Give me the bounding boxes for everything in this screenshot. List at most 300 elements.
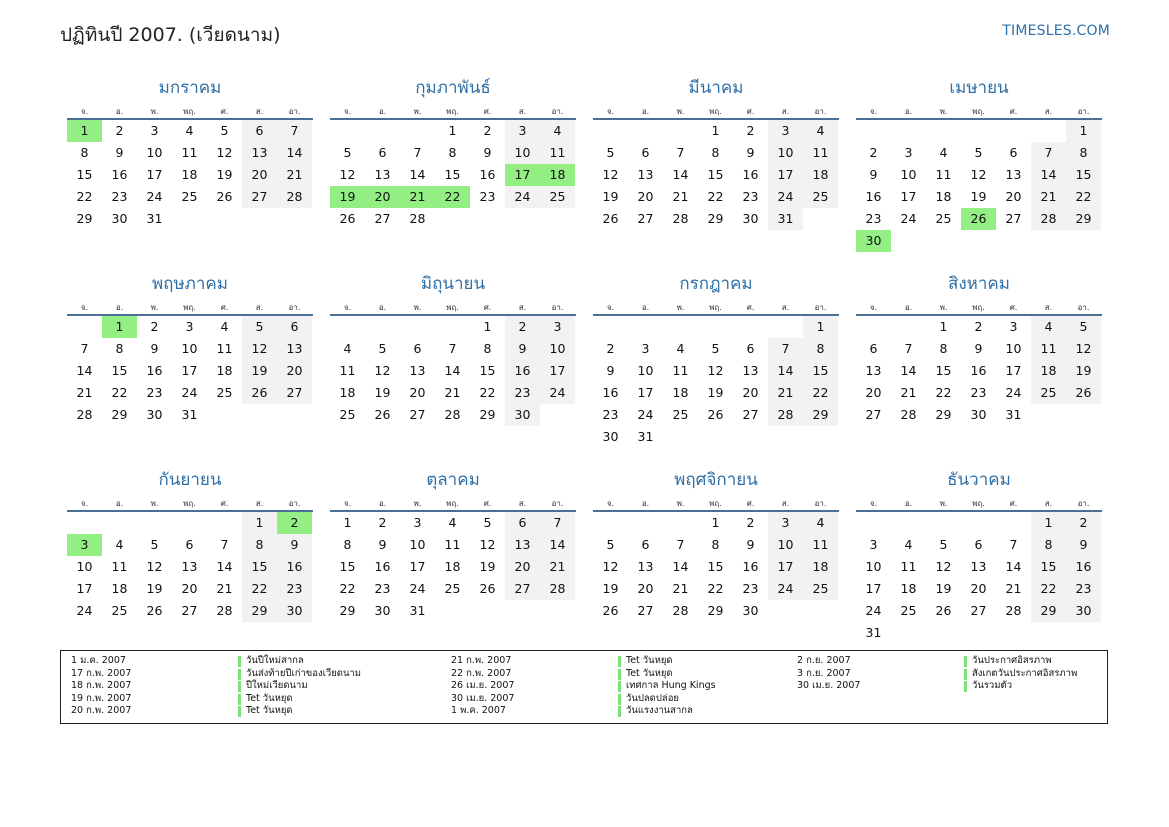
- day-cell: 16: [479, 167, 496, 182]
- day-cell: 8: [80, 145, 89, 160]
- day-cell: 12: [216, 145, 233, 160]
- day-cell: 15: [479, 363, 496, 378]
- holiday-date: 1 ม.ค. 2007: [71, 655, 126, 666]
- weekday-label: ศ.: [483, 107, 492, 116]
- day-cell: 11: [935, 167, 952, 182]
- day-cell: 30: [970, 407, 987, 422]
- weekday-label: จ.: [80, 303, 89, 312]
- day-cell: 11: [444, 537, 461, 552]
- day-cell: 9: [974, 341, 983, 356]
- holiday-date: 2 ก.ย. 2007: [797, 655, 851, 666]
- day-cell: 21: [1005, 581, 1022, 596]
- day-cell: 24: [768, 186, 803, 208]
- day-cell: 21: [216, 581, 233, 596]
- day-cell: 26: [707, 407, 724, 422]
- month-calendar: [593, 462, 839, 652]
- day-cell: 10: [540, 338, 575, 360]
- day-cell: 28: [672, 211, 689, 226]
- holiday-date: 30 เม.ย. 2007: [451, 692, 515, 704]
- day-cell: 12: [602, 559, 619, 574]
- day-cell: 8: [448, 145, 457, 160]
- month-calendar: [593, 70, 839, 260]
- day-cell: 21: [444, 385, 461, 400]
- day-cell: 9: [746, 537, 755, 552]
- day-cell: 1: [939, 319, 948, 334]
- day-cell: 11: [216, 341, 233, 356]
- day-cell: 13: [374, 167, 391, 182]
- day-cell: 15: [803, 360, 838, 382]
- weekday-label: ส.: [781, 303, 790, 312]
- day-cell: 29: [479, 407, 496, 422]
- weekday-label: อา.: [551, 303, 564, 312]
- holiday-marker: [238, 681, 241, 692]
- day-cell: 29: [242, 600, 277, 622]
- day-cell: 24: [76, 603, 93, 618]
- day-cell: 10: [768, 534, 803, 556]
- day-cell: 29: [76, 211, 93, 226]
- day-cell: 28: [672, 603, 689, 618]
- day-cell: 28: [409, 211, 426, 226]
- day-cell: 5: [711, 341, 720, 356]
- day-cell: 16: [146, 363, 163, 378]
- day-cell: 23: [479, 189, 496, 204]
- day-cell: 20: [970, 581, 987, 596]
- month-calendar: [330, 462, 576, 652]
- month-title: เมษายน: [949, 78, 1009, 98]
- weekday-label: พฤ.: [972, 303, 985, 312]
- weekday-label: พฤ.: [972, 499, 985, 508]
- weekday-label: พฤ.: [709, 303, 722, 312]
- holiday-marker: [618, 694, 621, 705]
- day-cell: 16: [742, 167, 759, 182]
- weekday-label: จ.: [869, 303, 878, 312]
- holiday-entry: [451, 655, 751, 668]
- day-cell: 27: [637, 603, 654, 618]
- day-cell: 14: [672, 559, 689, 574]
- holiday-marker: [618, 656, 621, 667]
- holiday-entry: [451, 705, 751, 718]
- day-cell: 14: [540, 534, 575, 556]
- weekday-label: ส.: [781, 499, 790, 508]
- holiday-name: วันปลดปล่อย: [626, 692, 679, 704]
- day-cell: 30: [505, 404, 540, 426]
- holiday-entry: [71, 680, 371, 693]
- day-cell: 11: [540, 142, 575, 164]
- day-cell: 28: [540, 578, 575, 600]
- weekday-label: อา.: [1077, 499, 1090, 508]
- weekday-label: อา.: [551, 107, 564, 116]
- weekday-label: พ.: [413, 499, 422, 508]
- holiday-day-cell: 20: [365, 186, 400, 208]
- day-cell: 9: [150, 341, 159, 356]
- day-cell: 29: [1066, 208, 1101, 230]
- weekday-header: [67, 301, 313, 315]
- weekday-label: อา.: [288, 499, 301, 508]
- day-cell: 19: [935, 581, 952, 596]
- day-cell: 15: [242, 556, 277, 578]
- weekday-header: [856, 105, 1102, 119]
- month-title: พฤษภาคม: [151, 274, 229, 294]
- weekday-label: จ.: [343, 499, 352, 508]
- weekday-label: ส.: [518, 499, 527, 508]
- day-cell: 3: [904, 145, 913, 160]
- day-cell: 31: [181, 407, 198, 422]
- day-cell: 15: [444, 167, 461, 182]
- weekday-label: ส.: [255, 107, 264, 116]
- weekday-label: พ.: [939, 303, 948, 312]
- holiday-marker: [964, 656, 967, 667]
- day-cell: 14: [277, 142, 312, 164]
- day-cell: 18: [216, 363, 233, 378]
- day-cell: 30: [742, 211, 759, 226]
- day-cell: 6: [746, 341, 755, 356]
- day-cell: 17: [768, 556, 803, 578]
- day-cell: 4: [1031, 316, 1066, 338]
- weekday-label: ศ.: [746, 499, 755, 508]
- day-cell: 21: [900, 385, 917, 400]
- day-cell: 29: [935, 407, 952, 422]
- day-cell: 16: [865, 189, 882, 204]
- day-cell: 3: [768, 120, 803, 142]
- holiday-date: 20 ก.พ. 2007: [71, 705, 132, 717]
- day-cell: 11: [111, 559, 128, 574]
- day-cell: 13: [637, 167, 654, 182]
- day-cell: 22: [111, 385, 128, 400]
- day-cell: 16: [1066, 556, 1101, 578]
- day-cell: 20: [637, 189, 654, 204]
- holiday-entry: [71, 705, 371, 718]
- weekday-label: ศ.: [1009, 107, 1018, 116]
- day-cell: 19: [707, 385, 724, 400]
- day-cell: 14: [672, 167, 689, 182]
- weekday-label: อ.: [115, 499, 124, 508]
- day-cell: 28: [900, 407, 917, 422]
- day-cell: 18: [803, 164, 838, 186]
- day-cell: 15: [707, 559, 724, 574]
- month-title: มกราคม: [158, 78, 222, 98]
- day-cell: 7: [277, 120, 312, 142]
- weekday-label: ศ.: [1009, 499, 1018, 508]
- day-cell: 6: [413, 341, 422, 356]
- weekday-label: จ.: [343, 107, 352, 116]
- weekday-label: อา.: [814, 499, 827, 508]
- weekday-label: พ.: [413, 107, 422, 116]
- day-cell: 13: [409, 363, 426, 378]
- holiday-date: 30 เม.ย. 2007: [797, 680, 861, 692]
- day-cell: 26: [602, 603, 619, 618]
- day-cell: 22: [935, 385, 952, 400]
- day-cell: 31: [1005, 407, 1022, 422]
- weekday-label: พฤ.: [183, 499, 196, 508]
- day-cell: 9: [115, 145, 124, 160]
- day-cell: 7: [448, 341, 457, 356]
- day-cell: 22: [803, 382, 838, 404]
- month-calendar: [67, 266, 313, 456]
- day-cell: 15: [935, 363, 952, 378]
- day-cell: 7: [904, 341, 913, 356]
- day-cell: 3: [150, 123, 159, 138]
- day-cell: 18: [1031, 360, 1066, 382]
- day-cell: 30: [742, 603, 759, 618]
- day-cell: 26: [146, 603, 163, 618]
- weekday-label: อ.: [115, 107, 124, 116]
- holiday-column: [797, 655, 1097, 693]
- day-cell: 22: [1066, 186, 1101, 208]
- day-cell: 23: [742, 581, 759, 596]
- holiday-name: Tet วันหยุด: [626, 667, 673, 679]
- day-cell: 16: [742, 559, 759, 574]
- day-cell: 26: [374, 407, 391, 422]
- day-cell: 24: [865, 603, 882, 618]
- day-cell: 12: [242, 338, 277, 360]
- day-cell: 6: [641, 537, 650, 552]
- weekday-header: [330, 301, 576, 315]
- day-cell: 27: [865, 407, 882, 422]
- month-title: สิงหาคม: [947, 274, 1010, 294]
- weekday-label: ศ.: [220, 107, 229, 116]
- month-calendar: [67, 462, 313, 652]
- holiday-marker: [238, 656, 241, 667]
- day-cell: 31: [865, 625, 882, 640]
- day-cell: 24: [900, 211, 917, 226]
- holiday-marker: [238, 669, 241, 680]
- day-cell: 25: [672, 407, 689, 422]
- holiday-day-cell: 17: [505, 164, 540, 186]
- holiday-name: เทศกาล Hung Kings: [626, 680, 716, 692]
- day-cell: 29: [1031, 600, 1066, 622]
- day-cell: 14: [216, 559, 233, 574]
- day-cell: 28: [277, 186, 312, 208]
- day-cell: 8: [115, 341, 124, 356]
- day-cell: 9: [277, 534, 312, 556]
- day-cell: 14: [409, 167, 426, 182]
- day-cell: 3: [540, 316, 575, 338]
- day-cell: 17: [900, 189, 917, 204]
- day-cell: 19: [602, 189, 619, 204]
- day-cell: 23: [146, 385, 163, 400]
- holiday-column: [451, 655, 751, 718]
- weekday-header: [67, 105, 313, 119]
- holiday-day-cell: 2: [277, 512, 312, 534]
- day-cell: 23: [374, 581, 391, 596]
- day-cell: 2: [115, 123, 124, 138]
- day-cell: 30: [277, 600, 312, 622]
- day-cell: 14: [444, 363, 461, 378]
- holiday-day-cell: 21: [400, 186, 435, 208]
- day-cell: 18: [111, 581, 128, 596]
- holiday-marker: [618, 681, 621, 692]
- day-cell: 4: [220, 319, 229, 334]
- weekday-label: อา.: [1077, 107, 1090, 116]
- day-cell: 2: [606, 341, 615, 356]
- day-cell: 28: [768, 404, 803, 426]
- holiday-date: 21 ก.พ. 2007: [451, 655, 512, 666]
- day-cell: 25: [339, 407, 356, 422]
- day-cell: 2: [1066, 512, 1101, 534]
- day-cell: 7: [676, 537, 685, 552]
- day-cell: 27: [970, 603, 987, 618]
- site-link[interactable]: TIMESLES.COM: [1002, 23, 1110, 39]
- holiday-name: Tet วันหยุด: [246, 692, 293, 704]
- day-cell: 19: [146, 581, 163, 596]
- day-cell: 5: [606, 537, 615, 552]
- day-cell: 20: [409, 385, 426, 400]
- holiday-date: 18 ก.พ. 2007: [71, 680, 132, 692]
- day-cell: 27: [637, 211, 654, 226]
- day-cell: 24: [181, 385, 198, 400]
- month-title: กุมภาพันธ์: [415, 78, 491, 98]
- day-cell: 22: [76, 189, 93, 204]
- weekday-header: [593, 301, 839, 315]
- day-cell: 24: [540, 382, 575, 404]
- holiday-entry: [451, 668, 751, 681]
- day-cell: 29: [803, 404, 838, 426]
- weekday-label: อา.: [551, 499, 564, 508]
- day-cell: 4: [185, 123, 194, 138]
- weekday-label: ศ.: [483, 499, 492, 508]
- day-cell: 17: [637, 385, 654, 400]
- day-cell: 26: [479, 581, 496, 596]
- weekday-label: พ.: [413, 303, 422, 312]
- weekday-label: จ.: [80, 499, 89, 508]
- weekday-label: พ.: [676, 303, 685, 312]
- day-cell: 8: [803, 338, 838, 360]
- day-cell: 21: [672, 189, 689, 204]
- weekday-label: จ.: [606, 107, 615, 116]
- holiday-marker: [618, 706, 621, 717]
- day-cell: 8: [711, 145, 720, 160]
- day-cell: 19: [242, 360, 277, 382]
- day-cell: 12: [602, 167, 619, 182]
- weekday-label: อ.: [641, 303, 650, 312]
- holiday-day-cell: 18: [540, 164, 575, 186]
- day-cell: 7: [1009, 537, 1018, 552]
- holiday-list: [60, 650, 1108, 724]
- day-cell: 30: [111, 211, 128, 226]
- day-cell: 7: [220, 537, 229, 552]
- day-cell: 11: [672, 363, 689, 378]
- day-cell: 6: [641, 145, 650, 160]
- day-cell: 4: [676, 341, 685, 356]
- day-cell: 30: [374, 603, 391, 618]
- day-cell: 10: [146, 145, 163, 160]
- weekday-label: ส.: [1044, 499, 1053, 508]
- day-cell: 17: [1005, 363, 1022, 378]
- day-cell: 8: [483, 341, 492, 356]
- day-cell: 6: [242, 120, 277, 142]
- months-grid: [67, 70, 1103, 640]
- day-cell: 15: [339, 559, 356, 574]
- month-calendar: [593, 266, 839, 456]
- weekday-label: พ.: [150, 303, 159, 312]
- weekday-label: ศ.: [483, 303, 492, 312]
- holiday-day-cell: 30: [856, 230, 891, 252]
- weekday-label: พ.: [150, 499, 159, 508]
- day-cell: 10: [768, 142, 803, 164]
- weekday-label: พฤ.: [446, 303, 459, 312]
- day-cell: 29: [707, 603, 724, 618]
- day-cell: 16: [111, 167, 128, 182]
- weekday-header: [856, 497, 1102, 511]
- day-cell: 18: [672, 385, 689, 400]
- holiday-name: Tet วันหยุด: [246, 705, 293, 717]
- day-cell: 27: [374, 211, 391, 226]
- day-cell: 3: [768, 512, 803, 534]
- day-cell: 4: [115, 537, 124, 552]
- day-cell: 15: [707, 167, 724, 182]
- day-cell: 22: [339, 581, 356, 596]
- day-cell: 26: [602, 211, 619, 226]
- day-cell: 7: [540, 512, 575, 534]
- day-cell: 20: [742, 385, 759, 400]
- holiday-marker: [964, 669, 967, 680]
- day-cell: 26: [935, 603, 952, 618]
- weekday-label: อ.: [378, 303, 387, 312]
- day-cell: 1: [343, 515, 352, 530]
- weekday-label: อ.: [904, 303, 913, 312]
- day-cell: 19: [1066, 360, 1101, 382]
- day-cell: 11: [803, 142, 838, 164]
- holiday-date: 1 พ.ค. 2007: [451, 705, 506, 717]
- page-title: ปฏิทินปี 2007. (เวียดนาม): [60, 24, 281, 46]
- day-cell: 17: [181, 363, 198, 378]
- weekday-label: อ.: [904, 499, 913, 508]
- day-cell: 24: [1005, 385, 1022, 400]
- holiday-date: 19 ก.พ. 2007: [71, 692, 132, 704]
- holiday-name: วันส่งท้ายปีเก่าของเวียดนาม: [246, 667, 362, 679]
- day-cell: 21: [672, 581, 689, 596]
- weekday-label: พฤ.: [183, 107, 196, 116]
- day-cell: 20: [637, 581, 654, 596]
- day-cell: 10: [637, 363, 654, 378]
- day-cell: 12: [374, 363, 391, 378]
- day-cell: 31: [637, 429, 654, 444]
- day-cell: 29: [111, 407, 128, 422]
- day-cell: 27: [277, 382, 312, 404]
- holiday-day-cell: 19: [330, 186, 365, 208]
- weekday-label: ส.: [518, 107, 527, 116]
- day-cell: 23: [865, 211, 882, 226]
- day-cell: 10: [865, 559, 882, 574]
- day-cell: 19: [602, 581, 619, 596]
- weekday-label: จ.: [343, 303, 352, 312]
- weekday-label: ส.: [781, 107, 790, 116]
- weekday-label: อา.: [1077, 303, 1090, 312]
- day-cell: 25: [900, 603, 917, 618]
- day-cell: 1: [1066, 120, 1101, 142]
- month-calendar: [856, 70, 1102, 260]
- month-title: ตุลาคม: [426, 470, 480, 490]
- weekday-label: อ.: [641, 499, 650, 508]
- day-cell: 10: [76, 559, 93, 574]
- day-cell: 4: [540, 120, 575, 142]
- day-cell: 2: [746, 123, 755, 138]
- holiday-name: วันปีใหม่สากล: [246, 655, 304, 666]
- weekday-label: ศ.: [220, 499, 229, 508]
- day-cell: 15: [111, 363, 128, 378]
- day-cell: 26: [1066, 382, 1101, 404]
- weekday-label: ส.: [255, 303, 264, 312]
- day-cell: 19: [479, 559, 496, 574]
- day-cell: 5: [343, 145, 352, 160]
- day-cell: 12: [339, 167, 356, 182]
- month-title: มิถุนายน: [420, 274, 486, 294]
- day-cell: 5: [220, 123, 229, 138]
- day-cell: 13: [242, 142, 277, 164]
- day-cell: 5: [606, 145, 615, 160]
- day-cell: 17: [409, 559, 426, 574]
- day-cell: 21: [768, 382, 803, 404]
